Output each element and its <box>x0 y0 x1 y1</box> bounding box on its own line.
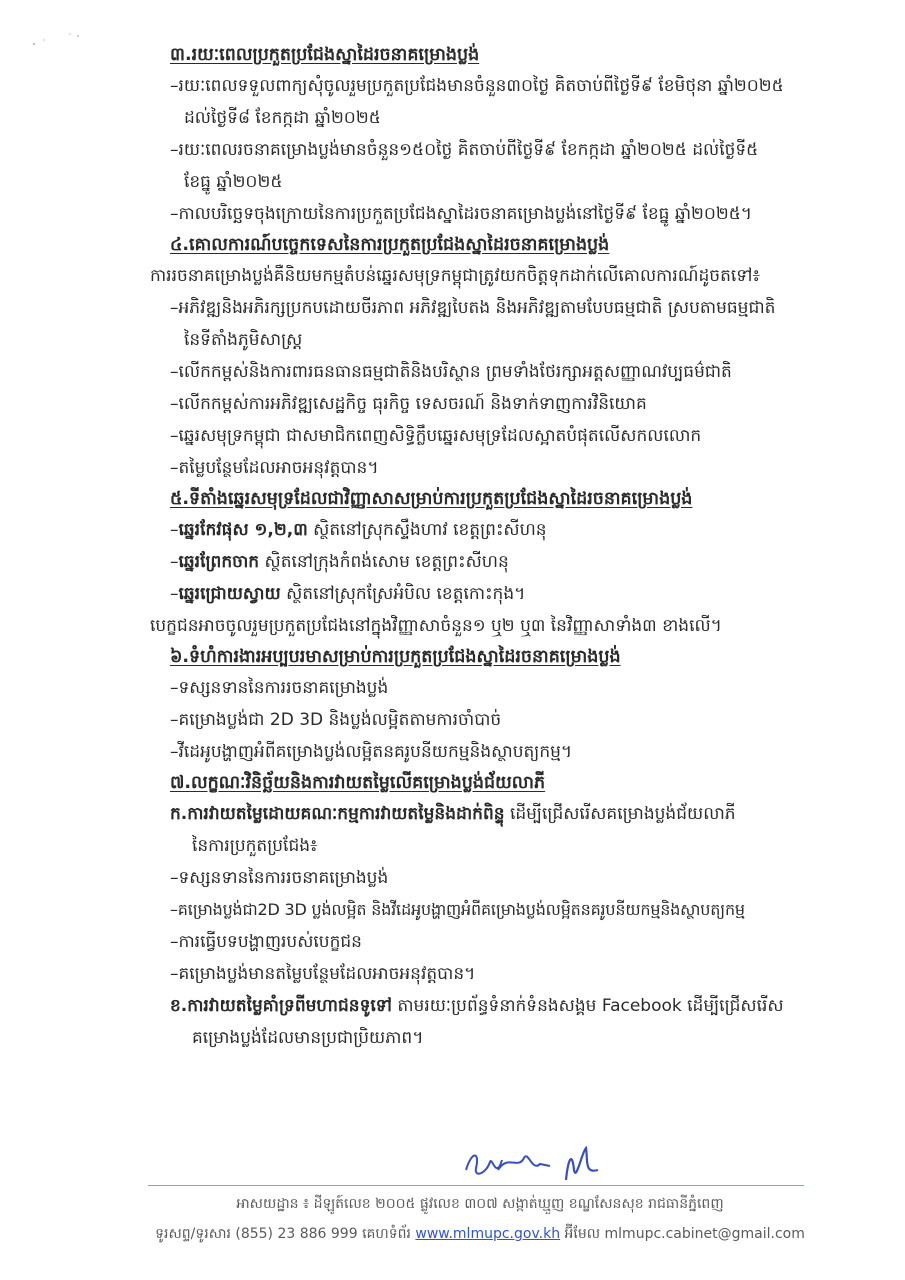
list-item: –រយៈពេលទទួលពាក្យសុំចូលរួមប្រកួតប្រជែងមានចំនួន៣០ថ្ងៃ គិតចាប់ពីថ្ងៃទី៩ ខែមិថុនា ឆ្នាំ២០២៥ ដល់ថ្ងៃទី៨ ខែកក្កដា ឆ្នាំ២០២៥ <box>170 76 784 128</box>
list-item: –គម្រោងប្លង់ជា2D 3D ប្លង់លម្អិត និងវីដេអូបង្ហាញអំពីគម្រោងប្លង់លម្អិតនគរូបនីយកម្មនិងស្ថាបត្យកម្ម <box>170 900 745 919</box>
scan-specks <box>30 28 90 48</box>
list-item: –ឆ្នេរជ្រោយស្វាយ ស្ថិតនៅស្រុកស្រែអំបិល ខេត្តកោះកុង។ <box>170 584 526 604</box>
signature-mark <box>458 1140 608 1188</box>
footer-contact <box>140 1224 820 1245</box>
list-item: –ឆ្នេរកែវផុស ១,២,៣ ស្ថិតនៅស្រុកស្ទឹងហាវ ខេត្តព្រះសីហនុ <box>170 520 547 540</box>
list-item: –ឆ្នេរសមុទ្រកម្ពុជា ជាសមាជិកពេញសិទ្ធិក្លឹបឆ្នេរសមុទ្រដែលស្អាតបំផុតលើសកលលោក <box>170 426 702 446</box>
list-item: –ការធ្វើបទបង្ហាញរបស់បេក្ខជន <box>170 932 362 952</box>
footer-address: អាសយដ្ឋាន ៖ ដីឡូត៍លេខ ២០០៥ ផ្លូវលេខ ៣០៧ សង្កាត់ឃ្មួញ ខណ្ឌសែនសុខ រាជធានីភ្នំពេញ <box>236 1196 724 1212</box>
list-item: –គម្រោងប្លង់មានតម្លៃបន្ថែមដែលអាចអនុវត្តបាន។ <box>170 964 476 984</box>
section-7-title: ៧.លក្ខណៈវិនិច្ឆ័យនិងការវាយតម្លៃលើគម្រោងប្លង់ជ័យលាភី <box>170 773 546 793</box>
footer-phone: ទូរសព្ទ/ទូរសារ (855) 23 886 999 គេហទំព័រ <box>155 1226 411 1242</box>
footer-divider <box>148 1185 804 1186</box>
website-link[interactable]: www.mlmupc.gov.kh <box>415 1226 561 1242</box>
criteria-a: ក.ការវាយតម្លៃដោយគណៈកម្មការវាយតម្លៃនិងដាក់ពិន្ទុ ដើម្បីជ្រើសរើសគម្រោងប្លង់ជ័យលាភី នៃការប្រកួតប្រជែង៖ <box>170 804 736 856</box>
section-3-title: ៣.រយៈពេលប្រកួតប្រជែងស្នាដៃរចនាគម្រោងប្លង់ <box>170 45 480 65</box>
footer-email-label: អ៊ីមែល <box>564 1226 601 1242</box>
list-item: –វីដេអូបង្ហាញអំពីគម្រោងប្លង់លម្អិតនគរូបនីយកម្មនិងស្ថាបត្យកម្ម។ <box>170 742 573 762</box>
list-item: –គម្រោងប្លង់ជា 2D 3D និងប្លង់លម្អិតតាមការចាំបាច់ <box>170 710 502 730</box>
list-item: –តម្លៃបន្ថែមដែលអាចអនុវត្តបាន។ <box>170 458 379 478</box>
list-item: –លើកកម្ពស់និងការពារធនធានធម្មជាតិនិងបរិស្ថាន ព្រមទាំងថែរក្សាអត្តសញ្ញាណវប្បធម៌ជាតិ <box>170 362 732 382</box>
section-6-title: ៦.ទំហំការងារអប្បបរមាសម្រាប់ការប្រកួតប្រជែងស្នាដៃរចនាគម្រោងប្លង់ <box>170 647 621 667</box>
section-4-intro: ការរចនាគម្រោងប្លង់គឺនិយមកម្មតំបន់ឆ្នេរសមុទ្រកម្ពុជាត្រូវយកចិត្តទុកដាក់លើគោលការណ៍ដូចតទៅ៖ <box>150 266 760 286</box>
list-item: –លើកកម្ពស់ការអភិវឌ្ឍសេដ្ឋកិច្ច ធុរកិច្ច ទេសចរណ៍ និងទាក់ទាញការវិនិយោគ <box>170 394 647 414</box>
section-4-title: ៤.គោលការណ៍បច្ចេកទេសនៃការប្រកួតប្រជែងស្នាដៃរចនាគម្រោងប្លង់ <box>170 235 610 255</box>
list-item: –រយៈពេលរចនាគម្រោងប្លង់មានចំនួន១៥០ថ្ងៃ គិតចាប់ពីថ្ងៃទី៩ ខែកក្កដា ឆ្នាំ២០២៥ ដល់ថ្ងៃទី៥ ខែធ្នូ ឆ្នាំ២០២៥ <box>170 140 759 192</box>
list-item: –ឆ្នេរព្រែកចាក ស្ថិតនៅក្រុងកំពង់សោម ខេត្តព្រះសីហនុ <box>170 552 509 572</box>
criteria-b: ខ.ការវាយតម្លៃគាំទ្រពីមហាជនទូទៅ តាមរយៈប្រព័ន្ធទំនាក់ទំនងសង្គម Facebook ដើម្បីជ្រើសរើស គម្រោងប្លង់ដែលមានប្រជាប្រិយភាព។ <box>170 996 784 1048</box>
email-address[interactable]: mlmupc.cabinet@gmail.com <box>604 1226 805 1242</box>
list-item: –កាលបរិច្ឆេទចុងក្រោយនៃការប្រកួតប្រជែងស្នាដៃរចនាគម្រោងប្លង់នៅថ្ងៃទី៩ ខែធ្នូ ឆ្នាំ២០២៥។ <box>170 204 753 224</box>
list-item: –អភិវឌ្ឍនិងអភិរក្សប្រកបដោយចីរភាព អភិវឌ្ឍបៃតង និងអភិវឌ្ឍតាមបែបធម្មជាតិ ស្របតាមធម្មជាតិ នៃទីតាំងភូមិសាស្ត្រ <box>170 298 776 350</box>
section-5-title: ៥.ទីតាំងឆ្នេរសមុទ្រដែលជាវិញ្ញាសាសម្រាប់ការប្រកួតប្រជែងស្នាដៃរចនាគម្រោងប្លង់ <box>170 489 693 509</box>
list-item: –ទស្សនទាននៃការរចនាគម្រោងប្លង់ <box>170 678 389 698</box>
document-body <box>150 40 850 1054</box>
list-item: –ទស្សនទាននៃការរចនាគម្រោងប្លង់ <box>170 868 389 888</box>
section-5-note: បេក្ខជនអាចចូលរួមប្រកួតប្រជែងនៅក្នុងវិញ្ញាសាចំនួន១ ឬ២ ឬ៣ នៃវិញ្ញាសាទាំង៣ ខាងលើ។ <box>150 616 722 636</box>
